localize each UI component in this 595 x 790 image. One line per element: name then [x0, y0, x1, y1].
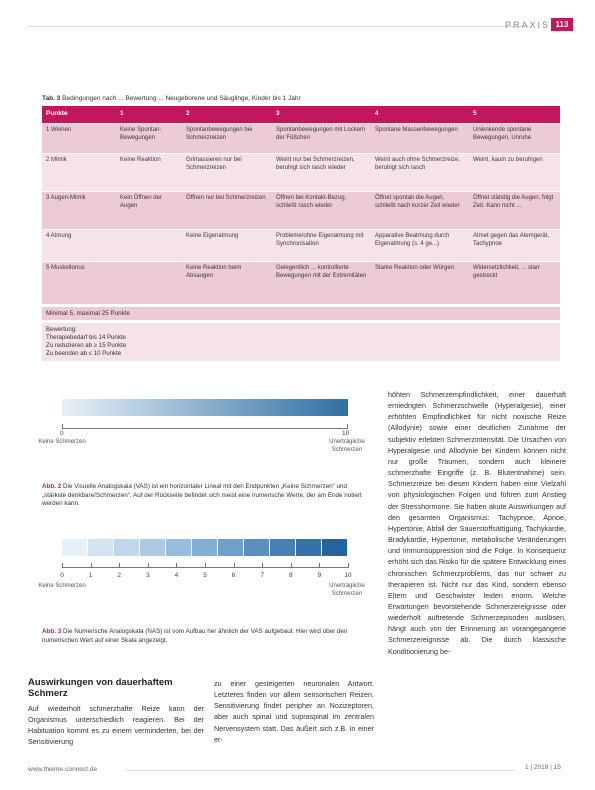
table-header-cell: 2: [182, 106, 272, 124]
table-cell: Kein Öffnen der Augen: [116, 192, 182, 230]
table-header-cell: 1: [116, 106, 182, 124]
table-cell: Öffnen nur bei Schmerzreizen: [182, 192, 272, 230]
nrs-cell: [88, 539, 114, 556]
table-header-cell: Punkte: [42, 106, 116, 124]
interpretation-title: Bewertung:: [46, 326, 77, 333]
nrs-number: 2: [117, 572, 121, 579]
table-cell: Keine Eigenatmung: [182, 230, 272, 262]
nrs-tick: [205, 563, 206, 568]
nrs-tick: [234, 563, 235, 568]
table-caption: [42, 95, 562, 102]
table-cell: 3 Augen-Mimik: [42, 192, 116, 230]
table-row: [42, 124, 560, 154]
table-cell: 5 Muskeltonus: [42, 262, 116, 304]
table-cell: Keine Spontan-Bewegungen: [116, 124, 182, 154]
nrs-number: 4: [174, 572, 179, 579]
table-cell: Spontane Massenbewegungen: [371, 124, 469, 154]
nrs-cell: [166, 539, 192, 556]
nrs-right-label: Unerträgliche Schmerzen: [329, 583, 365, 597]
article-middle-column: zu einer gesteigerten neuronalen Antwort. Letzteres finden vor allem sensorischen Reizen. Sensitivierung findet peripher an Nozizeptoren, aber auch spinal und supraspinal im zentralen Nervensystem statt. Das äußert sich z.B. in einer er-: [214, 679, 374, 744]
table-cell: Apparative Beatmung durch Eigenatmung (s. 4 ge...): [371, 230, 469, 262]
nrs-tick: [319, 563, 320, 568]
nrs-tick: [91, 563, 92, 568]
table-sum-row: Minimal 5, maximal 25 Punkte: [42, 307, 560, 320]
footer-url[interactable]: www.thieme-connect.de: [28, 766, 98, 773]
nrs-tick: [148, 563, 149, 568]
table-row: [42, 192, 560, 230]
nrs-number: 9: [317, 572, 322, 579]
vas-caption: [42, 483, 372, 509]
footer-page-info: 1 | 2019 | 15: [525, 764, 561, 771]
table-cell: Öffnen bei Kontakt-Bezug, schließt rasch wieder: [272, 192, 371, 230]
nrs-left-label: Keine Schmerzen: [38, 583, 86, 589]
table-cell: 1 Weinen: [42, 124, 116, 154]
table-cell: Starke Reaktion oder Würgen: [371, 262, 469, 304]
interpretation-line: Therapiebedarf bis 14 Punkte: [46, 333, 126, 341]
table-caption-label: Tab. 3: [42, 95, 61, 102]
table-cell: Gelegentlich ... kontrollierte Bewegungen mit der Extremitäten: [272, 262, 371, 304]
vas-left-label: Keine Schmerzen: [38, 439, 86, 445]
vas-right-number: 10: [342, 430, 350, 437]
table-cell: Öffnet ständig die Augen, folgt Zeit. Kann nicht ...: [469, 192, 560, 230]
nrs-cell: [218, 539, 244, 556]
table-header-row: [42, 106, 560, 124]
table-cell: Weint, kaum zu beruhigen: [469, 154, 560, 192]
table-header-cell: 5: [469, 106, 560, 124]
article-heading: Auswirkungen von dauerhaftem Schmerz: [28, 677, 173, 700]
table-cell: Unlenkende spontane Bewegungen, Unruhe: [469, 124, 560, 154]
nrs-number: 5: [203, 572, 207, 579]
table-caption-text: Bedingungen nach ... Bewertung ... Neugeborene und Säuglinge, Kinder bis 1 Jahr: [62, 95, 301, 102]
vas-left-number: 0: [60, 430, 64, 437]
article-right-column: höhten Schmerzempfindlichkeit, einer dauerhaft erniedrigten Schmerzschwelle (Hyperalgesie), einer erhöhten Empfindlichkeit für nicht noxische Reize (Allodynie) sowie einer deutlichen Zunahme der subjektiv erlebten Schmerzintensität. Die Ursachen von Hyperalgesie und Allodynie bei Kindern können nicht nur große Traumen, sondern auch kleinere schmerzhafte Eingriffe (z. B. Blutentnahme) sein. Schmerzreize bei diesen Kindern haben eine Vielzahl von physiologischen Folgen und führen zum Anstieg der Stresshormone. Sie haben akute Auswirkungen auf den gesamten Organismus: Tachypnoe, Apnoe, Hypertonie, Abfall der Sauerstoffsättigung, Tachykardie, Bradykardie, Hypertonie, metabolische Veränderungen und Immunsuppression sind die Folge. In Konsequenz erhöht sich das Risiko für die spätere Entwicklung eines chronischen Schmerzproblems, das nur schwer zu therapieren ist. Nicht nur das Kind, sondern ebenso Eltern und Geschwister leiden enorm. Welche Erwartungen bevorstehende Schmerzereignisse oder wiederholt auftretende Schmerzepisoden auslösen, hängt auch von der Erinnerung an vorangegangene Schmerzereignisse ab. Die durch klassische Konditionierung be-: [388, 390, 566, 656]
nrs-number: 1: [88, 572, 93, 579]
vas-scale-line: [62, 428, 348, 429]
nrs-tick: [62, 563, 63, 568]
table-cell: Probleme/ohne Eigenatmung mit Synchronisation: [272, 230, 371, 262]
table-cell: Atmet gegen das Atemgerät, Tachypnoe: [469, 230, 560, 262]
nrs-number: 6: [231, 572, 236, 579]
interpretation-line: Zu reduzieren ab ≥ 15 Punkte: [46, 341, 127, 349]
vas-gradient-bar: [62, 399, 348, 416]
table-cell: 2 Mimik: [42, 154, 116, 192]
table-cell: Keine Reaktion beim Absaugen: [182, 262, 272, 304]
table-cell: [116, 262, 182, 304]
nrs-cell: [114, 539, 140, 556]
vas-caption-label: Abb. 2: [42, 483, 62, 490]
table-row: [42, 230, 560, 262]
table-header-cell: 4: [371, 106, 469, 124]
nrs-tick: [119, 563, 120, 568]
nrs-caption-text: Die Numerische Analogskala (NAS) ist vom Aufbau her ähnlich der VAS aufgebaut. Hier wird über den numerischen Wert auf einer Skala angezeigt.: [42, 628, 348, 644]
table-cell: Spontanbewegungen bei Schmerzreizen: [182, 124, 272, 154]
header-rule: [28, 26, 528, 27]
table-cell: Keine Reaktion: [116, 154, 182, 192]
table-cell: Spontanbewegungen mit Lockern der Füßchen: [272, 124, 371, 154]
nrs-number: 8: [288, 572, 293, 579]
nrs-color-scale: [62, 539, 348, 556]
nrs-caption: [42, 628, 372, 645]
vas-tick-right: [347, 424, 348, 429]
nrs-number: 0: [60, 572, 64, 579]
table-interpretation: [42, 323, 560, 361]
nrs-cell: [296, 539, 322, 556]
nrs-cell: [140, 539, 166, 556]
table-header-cell: 3: [272, 106, 371, 124]
footer-rule: [126, 770, 516, 771]
nrs-cell: [192, 539, 218, 556]
nrs-caption-label: Abb. 3: [42, 628, 62, 635]
page-badge: 113: [551, 18, 573, 31]
vas-right-label: Unerträgliche Schmerzen: [329, 439, 365, 453]
article-left-column: Auf wiederholt schmerzhafte Reize kann der Organismus unterschiedlich reagieren. Bei der Habituation kommt es zu einem verminderten, bei der Sensitivierung: [28, 704, 204, 747]
section-tag: PRAXIS: [505, 20, 551, 30]
nrs-cell: [244, 539, 270, 556]
table-cell: Weint auch ohne Schmerzreize, beruhigt sich rasch: [371, 154, 469, 192]
vas-tick-left: [62, 424, 63, 429]
nrs-cell: [62, 539, 88, 556]
table-cell: Widersetzlichkeit, ... starr gestreckt: [469, 262, 560, 304]
table-cell: [116, 230, 182, 262]
table-cell: Öffnet spontan die Augen, schließt nach kurzer Zeit wieder: [371, 192, 469, 230]
score-table: [42, 106, 560, 304]
nrs-tick: [348, 563, 349, 568]
table-cell: 4 Atmung: [42, 230, 116, 262]
table-cell: Weint nur bei Schmerzreizen, beruhigt sich rasch wieder: [272, 154, 371, 192]
table-row: [42, 154, 560, 192]
nrs-number: 3: [145, 572, 150, 579]
nrs-tick: [262, 563, 263, 568]
nrs-cell: [270, 539, 296, 556]
table-row: [42, 262, 560, 304]
vas-caption-text: Die Visuelle Analogskala (VAS) ist ein horizontaler Lineal mit den Endpunkten „Keine Schmerzen“ und „stärkste denkbare/Schmerzen“. Auf der Rückseite befindet sich meist eine numerische Werte, der am Ende notiert werden kann.: [42, 483, 362, 507]
nrs-number: 7: [260, 572, 264, 579]
interpretation-line: Zu beenden ab ≤ 10 Punkte: [46, 349, 122, 357]
table-cell: Grimassieren nur bei Schmerzreizen: [182, 154, 272, 192]
nrs-number: 10: [344, 572, 352, 579]
nrs-tick: [176, 563, 177, 568]
nrs-tick: [291, 563, 292, 568]
nrs-cell: [322, 539, 348, 556]
